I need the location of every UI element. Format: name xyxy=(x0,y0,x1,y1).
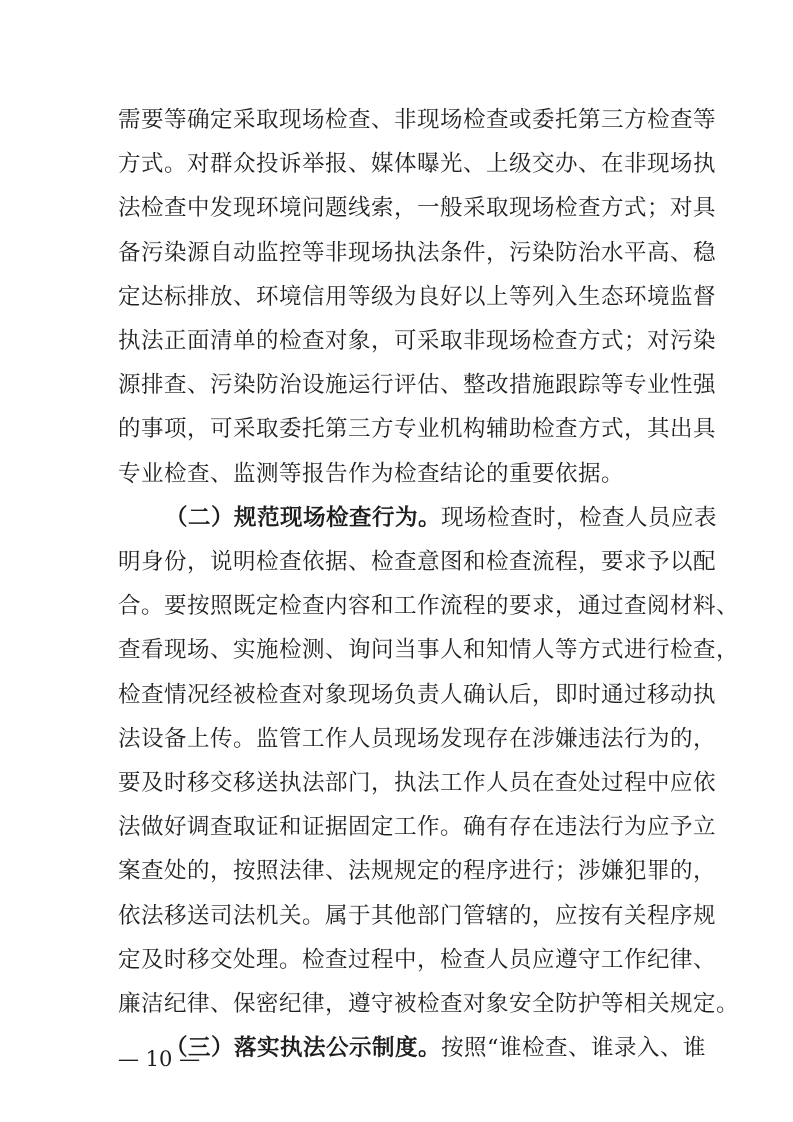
paragraph-line: 方式。对群众投诉举报、媒体曝光、上级交办、在非现场执 xyxy=(118,151,717,178)
section-2-first-line-text: 现场检查时，检查人员应表 xyxy=(441,504,718,531)
section-2-first-line xyxy=(165,496,718,540)
paragraph-line: 法检查中发现环境问题线索，一般采取现场检查方式；对具 xyxy=(118,195,717,222)
paragraph-line: 依法移送司法机关。属于其他部门管辖的，应按有关程序规 xyxy=(118,902,717,929)
section-3-first-line xyxy=(165,1026,707,1070)
paragraph-line: 备污染源自动监控等非现场执法条件，污染防治水平高、稳 xyxy=(118,239,717,266)
paragraph-line: 定及时移交处理。检查过程中，检查人员应遵守工作纪律、 xyxy=(118,946,717,973)
paragraph-line: 专业检查、监测等报告作为检查结论的重要依据。 xyxy=(118,460,625,487)
paragraph-line: 需要等确定采取现场检查、非现场检查或委托第三方检查等 xyxy=(118,107,717,133)
paragraph-line: 要及时移交移送执法部门，执法工作人员在查处过程中应依 xyxy=(118,770,717,796)
section-3-first-line-text: 按照“谁检查、谁录入、谁 xyxy=(441,1035,707,1062)
paragraph-line: 定达标排放、环境信用等级为良好以上等列入生态环境监督 xyxy=(118,283,717,310)
section-2-heading: （二）规范现场检查行为。 xyxy=(165,504,442,531)
page-number: — 10 — xyxy=(118,1047,201,1071)
paragraph-line: 的事项，可采取委托第三方专业机构辅助检查方式，其出具 xyxy=(118,416,717,443)
paragraph-line: 明身份，说明检查依据、检查意图和检查流程，要求予以配 xyxy=(118,549,717,575)
paragraph-line: 法做好调查取证和证据固定工作。确有存在违法行为应予立 xyxy=(118,814,717,841)
paragraph-line: 检查情况经被检查对象现场负责人确认后，即时通过移动执 xyxy=(118,681,717,708)
paragraph-line: 法设备上传。监管工作人员现场发现存在涉嫌违法行为的， xyxy=(118,725,717,752)
section-3-heading: （三）落实执法公示制度。 xyxy=(165,1035,442,1062)
paragraph-line: 案查处的，按照法律、法规规定的程序进行；涉嫌犯罪的， xyxy=(118,858,717,885)
paragraph-line: 查看现场、实施检测、询问当事人和知情人等方式进行检查， xyxy=(118,637,740,664)
paragraph-line: 源排查、污染防治设施运行评估、整改措施跟踪等专业性强 xyxy=(118,372,717,399)
paragraph-line: 执法正面清单的检查对象，可采取非现场检查方式；对污染 xyxy=(118,328,717,354)
paragraph-line: 合。要按照既定检查内容和工作流程的要求，通过查阅材料、 xyxy=(118,593,740,620)
paragraph-line: 廉洁纪律、保密纪律，遵守被检查对象安全防护等相关规定。 xyxy=(118,991,740,1017)
